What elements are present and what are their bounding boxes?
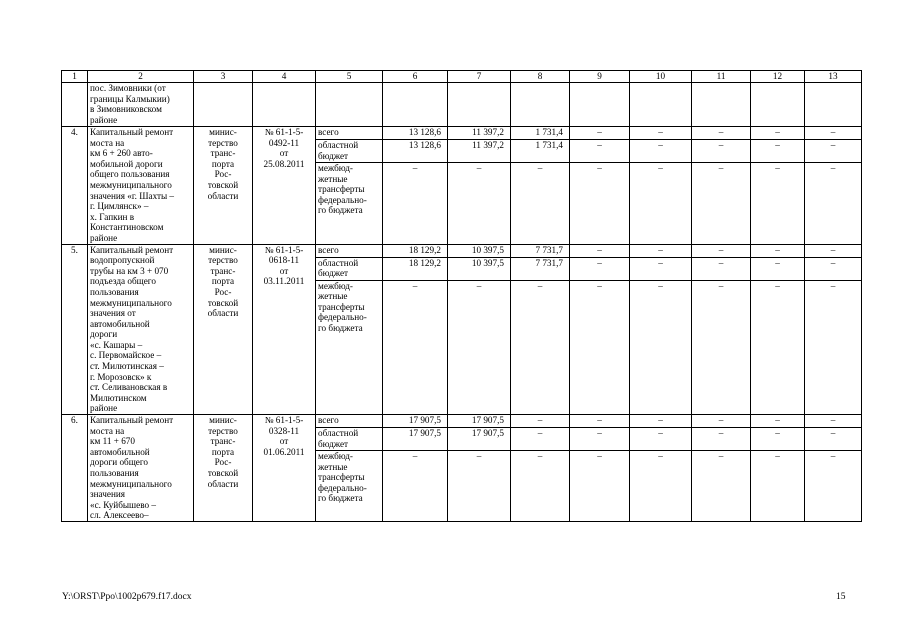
funding-source: областной бюджет — [316, 428, 383, 451]
value-col8: – — [511, 451, 570, 522]
value-col13: – — [805, 244, 862, 257]
expertise-doc: № 61-1-5- 0618-11 от 03.11.2011 — [253, 244, 316, 415]
file-path-footer: Y:\ORST\Ppo\1002p679.f17.docx — [62, 592, 192, 602]
value-col10: – — [630, 163, 692, 245]
empty-cell — [692, 83, 751, 127]
customer-org: минис- терство транс- порта Рос- товской области — [194, 415, 253, 522]
value-col7: 10 397,5 — [448, 244, 511, 257]
column-number: 13 — [805, 71, 862, 83]
value-col12: – — [751, 257, 805, 280]
column-number: 10 — [630, 71, 692, 83]
empty-cell — [751, 83, 805, 127]
customer-org: минис- терство транс- порта Рос- товской области — [194, 127, 253, 245]
value-col10: – — [630, 127, 692, 140]
object-name: Капитальный ремонт моста на км 11 + 670 автомобильной дороги общего пользования межмуниципального значения «с. Куйбышево – сл. Алексеево– — [88, 415, 194, 522]
object-name-continued: пос. Зимовники (от границы Калмыкии) в Зимовниковском районе — [88, 83, 194, 127]
value-col13: – — [805, 163, 862, 245]
value-col6: 18 129,2 — [383, 244, 448, 257]
value-col7: 17 907,5 — [448, 415, 511, 428]
empty-cell — [570, 83, 630, 127]
row-index: 4. — [62, 127, 88, 245]
value-col10: – — [630, 280, 692, 415]
value-col7: – — [448, 451, 511, 522]
funding-source: межбюд- жетные трансферты федерально- го бюджета — [316, 280, 383, 415]
column-number: 12 — [751, 71, 805, 83]
column-number: 8 — [511, 71, 570, 83]
value-col13: – — [805, 127, 862, 140]
value-col9: – — [570, 415, 630, 428]
value-col8: – — [511, 415, 570, 428]
row-index: 6. — [62, 415, 88, 522]
value-col12: – — [751, 451, 805, 522]
value-col10: – — [630, 428, 692, 451]
value-col13: – — [805, 451, 862, 522]
table-body — [62, 71, 862, 522]
value-col11: – — [692, 415, 751, 428]
empty-cell — [194, 83, 253, 127]
empty-cell — [62, 83, 88, 127]
value-col9: – — [570, 127, 630, 140]
value-col8: – — [511, 428, 570, 451]
value-col7: – — [448, 280, 511, 415]
value-col13: – — [805, 280, 862, 415]
customer-org: минис- терство транс- порта Рос- товской области — [194, 244, 253, 415]
value-col11: – — [692, 140, 751, 163]
table-row — [62, 244, 862, 257]
value-col12: – — [751, 163, 805, 245]
value-col10: – — [630, 415, 692, 428]
value-col7: 17 907,5 — [448, 428, 511, 451]
value-col12: – — [751, 127, 805, 140]
value-col7: – — [448, 163, 511, 245]
funding-source: всего — [316, 244, 383, 257]
value-col7: 10 397,5 — [448, 257, 511, 280]
value-col11: – — [692, 451, 751, 522]
value-col10: – — [630, 451, 692, 522]
object-name: Капитальный ремонт моста на км 6 + 260 авто- мобильной дороги общего пользования межмуниципального значения «г. Шахты – г. Цимлянск» – х. Гапкин в Константиновском районе — [88, 127, 194, 245]
empty-cell — [316, 83, 383, 127]
empty-cell — [805, 83, 862, 127]
value-col6: 17 907,5 — [383, 415, 448, 428]
column-number: 9 — [570, 71, 630, 83]
value-col8: 1 731,4 — [511, 127, 570, 140]
funding-source: всего — [316, 127, 383, 140]
value-col6: – — [383, 163, 448, 245]
value-col6: 13 128,6 — [383, 127, 448, 140]
value-col11: – — [692, 428, 751, 451]
value-col6: 17 907,5 — [383, 428, 448, 451]
value-col9: – — [570, 257, 630, 280]
value-col13: – — [805, 140, 862, 163]
value-col11: – — [692, 127, 751, 140]
value-col7: 11 397,2 — [448, 127, 511, 140]
column-number: 5 — [316, 71, 383, 83]
funding-source: межбюд- жетные трансферты федерально- го бюджета — [316, 451, 383, 522]
expertise-doc: № 61-1-5- 0328-11 от 01.06.2011 — [253, 415, 316, 522]
value-col12: – — [751, 140, 805, 163]
column-number: 2 — [88, 71, 194, 83]
empty-cell — [630, 83, 692, 127]
value-col12: – — [751, 428, 805, 451]
value-col11: – — [692, 280, 751, 415]
empty-cell — [448, 83, 511, 127]
value-col6: 18 129,2 — [383, 257, 448, 280]
value-col9: – — [570, 280, 630, 415]
value-col12: – — [751, 415, 805, 428]
value-col9: – — [570, 428, 630, 451]
empty-cell — [383, 83, 448, 127]
value-col8: – — [511, 280, 570, 415]
value-col11: – — [692, 257, 751, 280]
value-col11: – — [692, 163, 751, 245]
value-col6: – — [383, 280, 448, 415]
continued-row — [62, 83, 862, 127]
value-col10: – — [630, 257, 692, 280]
column-number: 4 — [253, 71, 316, 83]
value-col8: 7 731,7 — [511, 257, 570, 280]
column-number-row — [62, 71, 862, 83]
table-row — [62, 415, 862, 428]
value-col9: – — [570, 244, 630, 257]
value-col10: – — [630, 140, 692, 163]
value-col6: – — [383, 451, 448, 522]
value-col10: – — [630, 244, 692, 257]
budget-table — [61, 70, 862, 522]
empty-cell — [253, 83, 316, 127]
funding-source: областной бюджет — [316, 140, 383, 163]
value-col11: – — [692, 244, 751, 257]
column-number: 6 — [383, 71, 448, 83]
column-number: 7 — [448, 71, 511, 83]
table-row — [62, 127, 862, 140]
value-col9: – — [570, 451, 630, 522]
value-col9: – — [570, 163, 630, 245]
expertise-doc: № 61-1-5- 0492-11 от 25.08.2011 — [253, 127, 316, 245]
object-name: Капитальный ремонт водопропускной трубы на км 3 + 070 подъезда общего пользования межмуниципального значения от автомобильной дороги «с. Кашары – с. Первомайское – ст. Милютинская – г. Морозовск» к ст. Селивановская в Милютинском районе — [88, 244, 194, 415]
column-number: 3 — [194, 71, 253, 83]
value-col8: 1 731,4 — [511, 140, 570, 163]
value-col12: – — [751, 244, 805, 257]
value-col13: – — [805, 257, 862, 280]
value-col8: – — [511, 163, 570, 245]
value-col9: – — [570, 140, 630, 163]
value-col7: 11 397,2 — [448, 140, 511, 163]
page-number: 15 — [836, 592, 846, 602]
empty-cell — [511, 83, 570, 127]
value-col6: 13 128,6 — [383, 140, 448, 163]
value-col12: – — [751, 280, 805, 415]
funding-source: межбюд- жетные трансферты федерально- го бюджета — [316, 163, 383, 245]
value-col8: 7 731,7 — [511, 244, 570, 257]
value-col13: – — [805, 415, 862, 428]
column-number: 1 — [62, 71, 88, 83]
funding-source: областной бюджет — [316, 257, 383, 280]
funding-source: всего — [316, 415, 383, 428]
column-number: 11 — [692, 71, 751, 83]
value-col13: – — [805, 428, 862, 451]
row-index: 5. — [62, 244, 88, 415]
